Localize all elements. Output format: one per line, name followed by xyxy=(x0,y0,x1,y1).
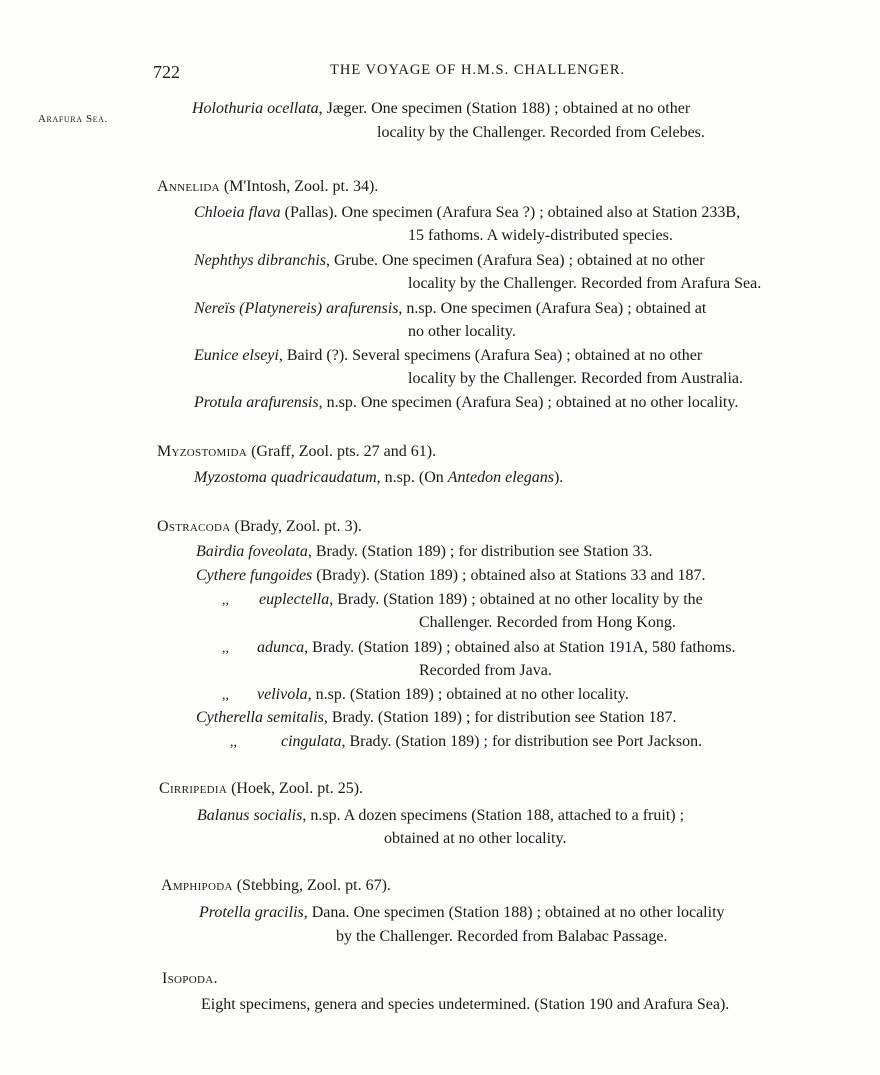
ditto-mark: ,, xyxy=(222,688,229,703)
ditto-mark: ,, xyxy=(222,641,229,656)
entry-protella-line2: by the Challenger. Recorded from Balabac Passage. xyxy=(336,928,668,945)
ditto-mark: ,, xyxy=(230,735,237,750)
entry-chloeia-line2: 15 fathoms. A widely-distributed species. xyxy=(408,227,673,244)
entry-nephthys-line2: locality by the Challenger. Recorded from Arafura Sea. xyxy=(408,275,762,292)
entry-velivola-line1: ,, velivola, n.sp. (Station 189) ; obtained at no other locality. xyxy=(222,686,629,703)
entry-adunca-line1: ,, adunca, Brady. (Station 189) ; obtained also at Station 191A, 580 fathoms. xyxy=(222,639,736,656)
entry-holothuria-line2: locality by the Challenger. Recorded from Celebes. xyxy=(377,124,705,141)
margin-label-locality: Arafura Sea. xyxy=(38,113,108,125)
species-name: euplectella xyxy=(259,591,330,608)
entry-bairdia-line1: Bairdia foveolata, Brady. (Station 189) ; for distribution see Station 33. xyxy=(196,543,653,560)
species-name: Bairdia foveolata xyxy=(196,543,308,560)
entry-protella-line1: Protella gracilis, Dana. One specimen (Station 188) ; obtained at no other locality xyxy=(199,904,725,921)
entry-nephthys-line1: Nephthys dibranchis, Grube. One specimen (Arafura Sea) ; obtained at no other xyxy=(194,252,705,269)
entry-balanus-line2: obtained at no other locality. xyxy=(384,830,567,847)
page-number: 722 xyxy=(153,62,180,82)
entry-nereis-line2: no other locality. xyxy=(408,323,516,340)
species-name: Protula arafurensis xyxy=(194,394,319,411)
species-name: Holothuria ocellata xyxy=(192,100,319,117)
section-heading-myzostomida: Myzostomida (Graff, Zool. pts. 27 and 61). xyxy=(157,443,437,460)
entry-cythere-line1: Cythere fungoides (Brady). (Station 189) ; obtained also at Stations 33 and 187. xyxy=(196,567,706,584)
section-heading-annelida: Annelida (M'Intosh, Zool. pt. 34). xyxy=(157,178,379,195)
species-name: adunca xyxy=(257,639,305,656)
species-name: Nereïs (Platynereis) arafurensis xyxy=(194,300,399,317)
section-heading-amphipoda: Amphipoda (Stebbing, Zool. pt. 67). xyxy=(161,877,391,894)
entry-isopoda-line1: Eight specimens, genera and species undetermined. (Station 190 and Arafura Sea). xyxy=(201,996,730,1013)
entry-protula-line1: Protula arafurensis, n.sp. One specimen (Arafura Sea) ; obtained at no other locality. xyxy=(194,394,739,411)
entry-euplectella-line2: Challenger. Recorded from Hong Kong. xyxy=(419,614,676,631)
species-name: Myzostoma quadricaudatum xyxy=(194,469,377,486)
species-name: velivola xyxy=(257,686,308,703)
species-name: Cythere fungoides xyxy=(196,567,313,584)
species-name: Balanus socialis xyxy=(197,807,303,824)
species-name: Cytherella semitalis xyxy=(196,709,324,726)
entry-myzostoma-line1: Myzostoma quadricaudatum, n.sp. (On Antedon elegans). xyxy=(194,469,564,486)
host-species-name: Antedon elegans xyxy=(447,469,554,486)
species-name: cingulata xyxy=(281,733,342,750)
species-name: Nephthys dibranchis xyxy=(194,252,326,269)
entry-euplectella-line1: ,, euplectella, Brady. (Station 189) ; obtained at no other locality by the xyxy=(222,591,703,608)
entry-cytherella-line1: Cytherella semitalis, Brady. (Station 189) ; for distribution see Station 187. xyxy=(196,709,677,726)
entry-adunca-line2: Recorded from Java. xyxy=(419,662,552,679)
entry-holothuria-line1: Holothuria ocellata, Jæger. One specimen (Station 188) ; obtained at no other xyxy=(192,100,691,117)
entry-eunice-line2: locality by the Challenger. Recorded from Australia. xyxy=(408,370,744,387)
entry-nereis-line1: Nereïs (Platynereis) arafurensis, n.sp. One specimen (Arafura Sea) ; obtained at xyxy=(194,300,707,317)
entry-eunice-line1: Eunice elseyi, Baird (?). Several specimens (Arafura Sea) ; obtained at no other xyxy=(194,347,703,364)
section-heading-ostracoda: Ostracoda (Brady, Zool. pt. 3). xyxy=(157,518,362,535)
entry-balanus-line1: Balanus socialis, n.sp. A dozen specimens (Station 188, attached to a fruit) ; xyxy=(197,807,685,824)
section-heading-isopoda: Isopoda. xyxy=(162,970,218,987)
entry-cingulata-line1: ,, cingulata, Brady. (Station 189) ; for distribution see Port Jackson. xyxy=(230,733,703,750)
species-name: Chloeia flava xyxy=(194,204,281,221)
running-title: THE VOYAGE OF H.M.S. CHALLENGER. xyxy=(330,62,626,78)
species-name: Protella gracilis xyxy=(199,904,304,921)
entry-chloeia-line1: Chloeia flava (Pallas). One specimen (Arafura Sea ?) ; obtained also at Station 233B, xyxy=(194,204,741,221)
ditto-mark: ,, xyxy=(222,593,229,608)
section-heading-cirripedia: Cirripedia (Hoek, Zool. pt. 25). xyxy=(159,780,364,797)
species-name: Eunice elseyi xyxy=(194,347,279,364)
